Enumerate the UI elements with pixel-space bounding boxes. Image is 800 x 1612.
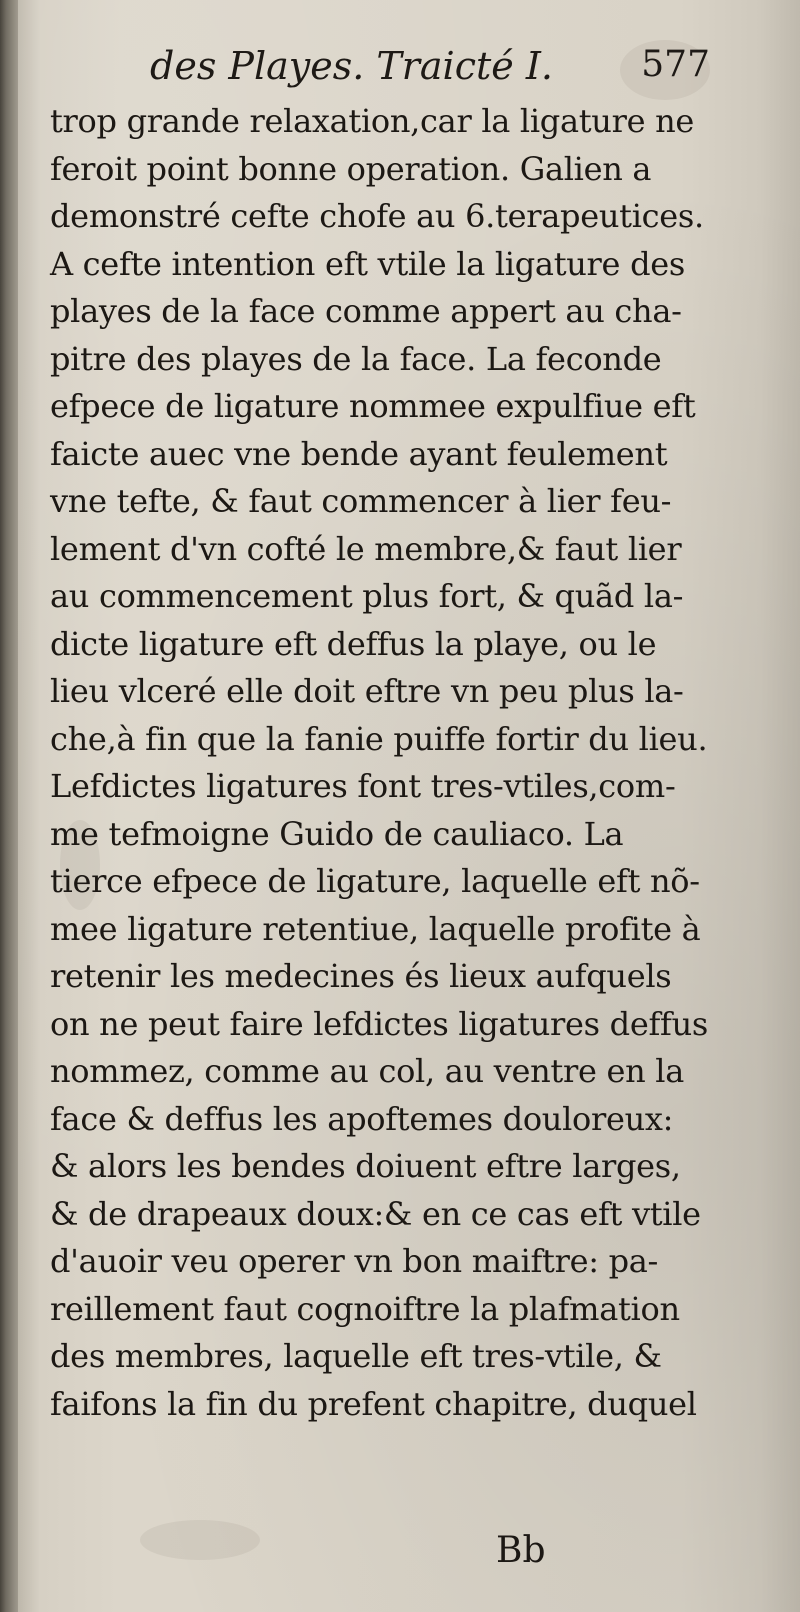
page-number: 577: [641, 44, 710, 85]
running-title: des Playes. Traicté I.: [150, 44, 553, 88]
text-line: A cefte intention eft vtile la ligature des: [50, 244, 686, 283]
text-line: reillement faut cognoiftre la plafmation: [50, 1289, 680, 1328]
text-line: playes de la face comme appert au cha-: [50, 292, 682, 330]
paper-stain: [140, 1520, 260, 1560]
text-line: me tefmoigne Guido de cauliaco. La: [50, 814, 624, 853]
text-line: & de drapeaux doux:& en ce cas eft vtile: [50, 1194, 701, 1233]
text-line: faicte auec vne bende ayant feulement: [50, 434, 668, 473]
signature-mark: Bb: [496, 1530, 546, 1571]
text-line: faifons la fin du prefent chapitre, duquel: [50, 1384, 697, 1423]
text-line: on ne peut faire lefdictes ligatures deffus: [50, 1004, 709, 1043]
text-line: che,à fin que la fanie puiffe fortir du lieu.: [50, 719, 708, 758]
text-line: d'auoir veu operer vn bon maiftre: pa-: [50, 1242, 659, 1280]
running-head: [150, 44, 710, 94]
text-line: Lefdictes ligatures font tres-vtiles,com-: [50, 767, 676, 805]
text-line: & alors les bendes doiuent eftre larges,: [50, 1147, 681, 1185]
text-line: pitre des playes de la face. La feconde: [50, 339, 662, 378]
text-line: vne tefte, & faut commencer à lier feu-: [50, 482, 672, 520]
text-line: au commencement plus fort, & quãd la-: [50, 577, 684, 615]
text-line: feroit point bonne operation. Galien a: [50, 149, 652, 188]
text-line: efpece de ligature nommee expulfiue eft: [50, 387, 696, 425]
text-line: dicte ligature eft deffus la playe, ou le: [50, 624, 657, 663]
text-line: retenir les medecines és lieux aufquels: [50, 957, 672, 995]
page-gutter-shadow: [0, 0, 18, 1612]
text-line: trop grande relaxation,car la ligature ne: [50, 102, 695, 140]
text-line: lieu vlceré elle doit eftre vn peu plus la-: [50, 672, 684, 710]
body-text: [50, 98, 720, 1428]
text-line: tierce efpece de ligature, laquelle eft nõ-: [50, 862, 700, 900]
text-line: demonstré cefte chofe au 6.terapeutices.: [50, 197, 704, 235]
text-line: face & deffus les apoftemes douloreux:: [50, 1099, 674, 1138]
text-line: lement d'vn cofté le membre,& faut lier: [50, 529, 682, 568]
text-line: nommez, comme au col, au ventre en la: [50, 1052, 684, 1090]
text-line: des membres, laquelle eft tres-vtile, &: [50, 1337, 662, 1375]
text-line: mee ligature retentiue, laquelle profite à: [50, 909, 701, 948]
